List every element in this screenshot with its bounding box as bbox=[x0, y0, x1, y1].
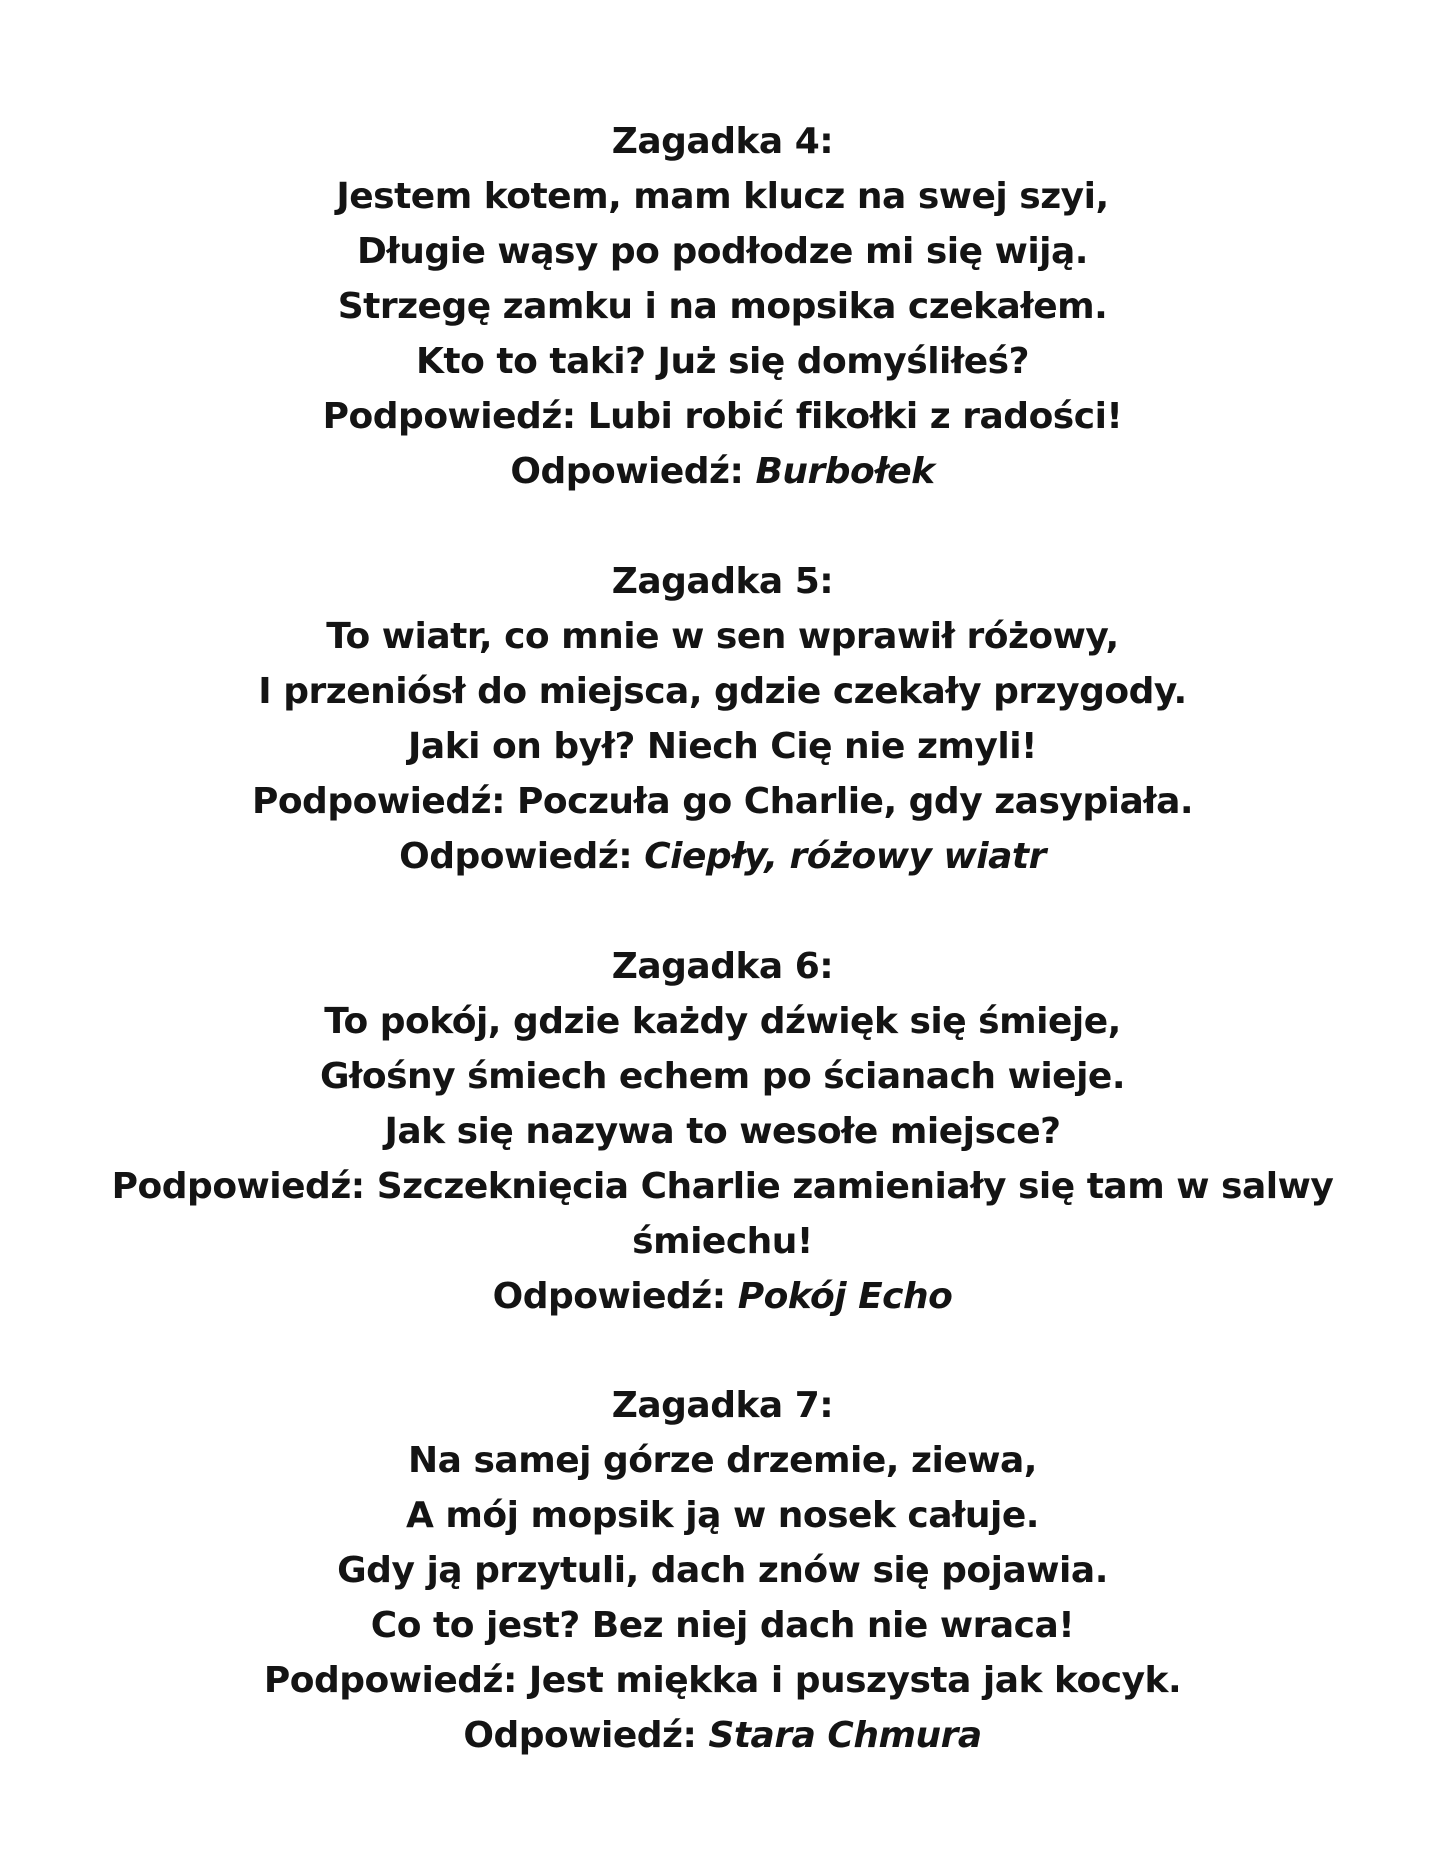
riddle-line: Jak się nazywa to wesołe miejsce? bbox=[384, 1111, 1061, 1152]
riddle-answer bbox=[110, 1269, 1335, 1324]
answer-value: Pokój Echo bbox=[737, 1276, 953, 1317]
riddle-hint: Podpowiedź: Poczuła go Charlie, gdy zasypiała. bbox=[251, 781, 1194, 822]
riddle-title: Zagadka 4: bbox=[611, 121, 834, 162]
riddle-line: Długie wąsy po podłodze mi się wiją. bbox=[357, 231, 1088, 272]
riddle-title: Zagadka 6: bbox=[611, 946, 834, 987]
answer-label: Odpowiedź: bbox=[492, 1276, 726, 1317]
riddle-line: Co to jest? Bez niej dach nie wraca! bbox=[370, 1605, 1075, 1646]
riddle-line: A mój mopsik ją w nosek całuje. bbox=[406, 1495, 1039, 1536]
riddle-hint: Podpowiedź: Szczeknięcia Charlie zamieniały się tam w salwy śmiechu! bbox=[111, 1166, 1334, 1262]
riddle-hint: Podpowiedź: Lubi robić fikołki z radości! bbox=[322, 396, 1123, 437]
riddle-line: To pokój, gdzie każdy dźwięk się śmieje, bbox=[324, 1001, 1121, 1042]
riddle-line: Strzegę zamku i na mopsika czekałem. bbox=[337, 286, 1108, 327]
riddle-line: Gdy ją przytuli, dach znów się pojawia. bbox=[337, 1550, 1108, 1591]
riddle-line: Jaki on był? Niech Cię nie zmyli! bbox=[408, 726, 1037, 767]
riddle-line: Kto to taki? Już się domyśliłeś? bbox=[416, 341, 1029, 382]
riddle-title: Zagadka 7: bbox=[611, 1385, 834, 1426]
answer-value: Burbołek bbox=[755, 451, 935, 492]
riddle-4 bbox=[110, 114, 1335, 499]
riddle-line: Głośny śmiech echem po ścianach wieje. bbox=[319, 1056, 1126, 1097]
answer-value: Stara Chmura bbox=[708, 1715, 982, 1756]
riddle-title: Zagadka 5: bbox=[611, 561, 834, 602]
riddle-7 bbox=[110, 1378, 1335, 1763]
answer-label: Odpowiedź: bbox=[463, 1715, 697, 1756]
answer-label: Odpowiedź: bbox=[510, 451, 744, 492]
answer-value: Ciepły, różowy wiatr bbox=[644, 836, 1046, 877]
answer-label: Odpowiedź: bbox=[399, 836, 633, 877]
riddle-line: To wiatr, co mnie w sen wprawił różowy, bbox=[326, 616, 1119, 657]
riddle-5 bbox=[110, 554, 1335, 884]
riddle-6 bbox=[110, 939, 1335, 1324]
riddle-answer bbox=[110, 444, 1335, 499]
riddle-line: Jestem kotem, mam klucz na swej szyi, bbox=[336, 176, 1109, 217]
riddle-answer bbox=[110, 829, 1335, 884]
riddle-hint: Podpowiedź: Jest miękka i puszysta jak kocyk. bbox=[263, 1660, 1182, 1701]
riddle-answer bbox=[110, 1708, 1335, 1763]
riddle-line: Na samej górze drzemie, ziewa, bbox=[408, 1440, 1037, 1481]
riddle-line: I przeniósł do miejsca, gdzie czekały przygody. bbox=[258, 671, 1187, 712]
